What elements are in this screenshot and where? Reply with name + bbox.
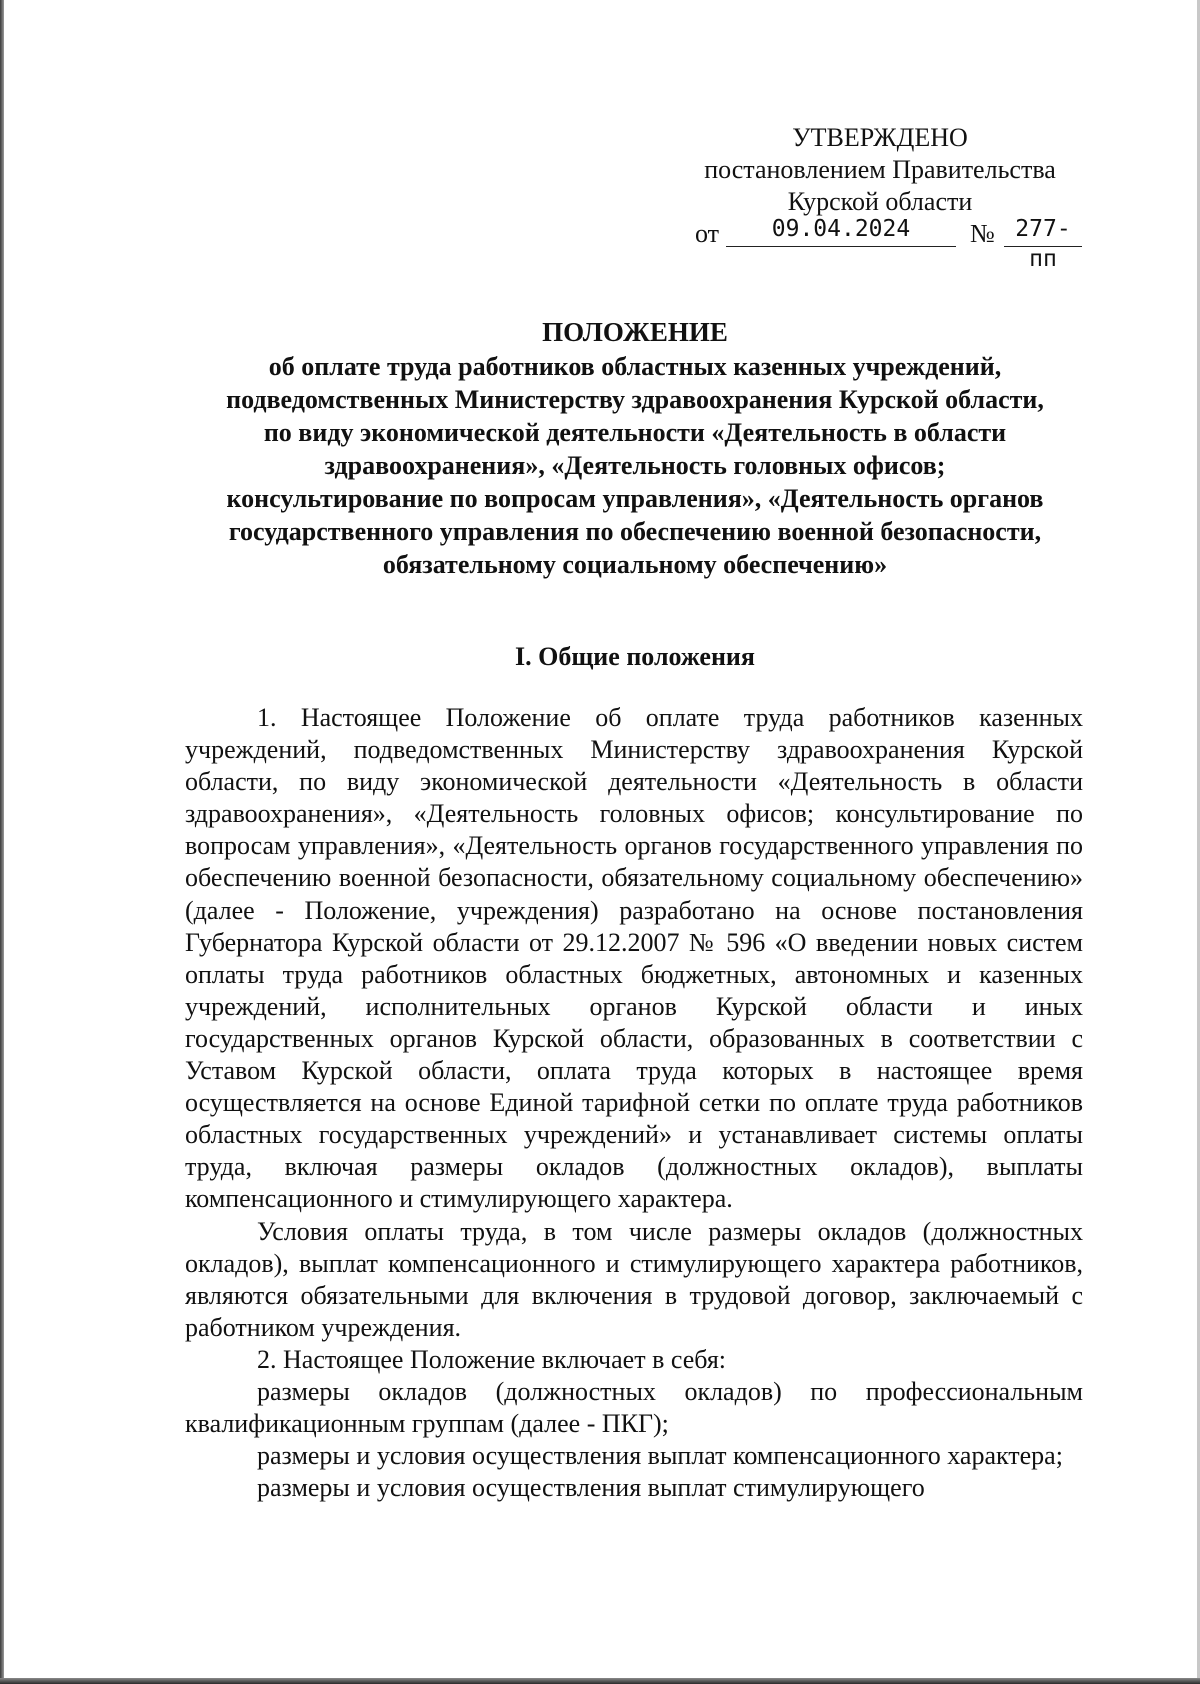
approval-authority: постановлением Правительства bbox=[704, 155, 1056, 184]
title-line: здравоохранения», «Деятельность головных офисов; bbox=[324, 451, 946, 480]
body-text bbox=[185, 702, 1083, 1504]
document-title bbox=[180, 316, 1090, 581]
title-line: государственного управления по обеспечению военной безопасности, bbox=[228, 517, 1042, 546]
approval-block bbox=[680, 122, 1080, 272]
scan-edge-bottom bbox=[0, 1678, 1200, 1684]
approval-stamp: УТВЕРЖДЕНО bbox=[792, 123, 968, 152]
approval-region: Курской области bbox=[787, 187, 973, 216]
title-line: по виду экономической деятельности «Деятельность в области bbox=[263, 418, 1007, 447]
title-line: обязательному социальному обеспечению» bbox=[382, 550, 888, 579]
approval-number: 277-пп bbox=[1004, 214, 1082, 247]
date-prefix: от bbox=[695, 219, 720, 248]
title-heading: ПОЛОЖЕНИЕ bbox=[542, 317, 728, 347]
title-line: консультирование по вопросам управления», «Деятельность органов bbox=[226, 484, 1044, 513]
title-line: подведомственных Министерству здравоохранения Курской области, bbox=[226, 385, 1044, 414]
approval-date-line bbox=[680, 216, 1080, 272]
title-line: об оплате труда работников областных казенных учреждений, bbox=[268, 352, 1002, 381]
paragraph-5: размеры и условия осуществления выплат компенсационного характера; bbox=[257, 1441, 1063, 1471]
section-heading: I. Общие положения bbox=[515, 642, 755, 671]
scan-edge-left bbox=[0, 0, 4, 1684]
paragraph-2: Условия оплаты труда, в том числе размеры окладов (должностных окладов), выплат компенсационного и стимулирующего характера работников, являются обязательными для включения в трудовой договор, заключаемый с работником учреждения. bbox=[185, 1216, 1083, 1342]
paragraph-1: 1. Настоящее Положение об оплате труда работников казенных учреждений, подведомственных Министерству здравоохранения Курской области, по виду экономической деятельности «Деятельность в области здравоохранения», «Деятельность головных офисов; консультирование по вопросам управления», «Деятельность органов государственного управления по обеспечению военной безопасности, обязательному социальному обеспечению» (далее - Положение, учреждения) разработано на основе постановления Губернатора Курской области от 29.12.2007 № 596 «О введении новых систем оплаты труда работников областных бюджетных, автономных и казенных учреждений, исполнительных органов Курской области и иных государственных органов Курской области, образованных в соответствии с Уставом Курской области, оплата труда которых в настоящее время осуществляется на основе Единой тарифной сетки по оплате труда работников областных государственных учреждений» и устанавливает системы оплаты труда, включая размеры окладов (должностных окладов), выплаты компенсационного и стимулирующего характера. bbox=[185, 703, 1083, 1214]
approval-date: 09.04.2024 bbox=[726, 214, 956, 247]
paragraph-6: размеры и условия осуществления выплат стимулирующего bbox=[257, 1473, 925, 1503]
paragraph-3: 2. Настоящее Положение включает в себя: bbox=[257, 1344, 727, 1374]
number-sign: № bbox=[970, 219, 995, 248]
paragraph-4: размеры окладов (должностных окладов) по профессиональным квалификационным группам (далее - ПКГ); bbox=[185, 1376, 1083, 1439]
